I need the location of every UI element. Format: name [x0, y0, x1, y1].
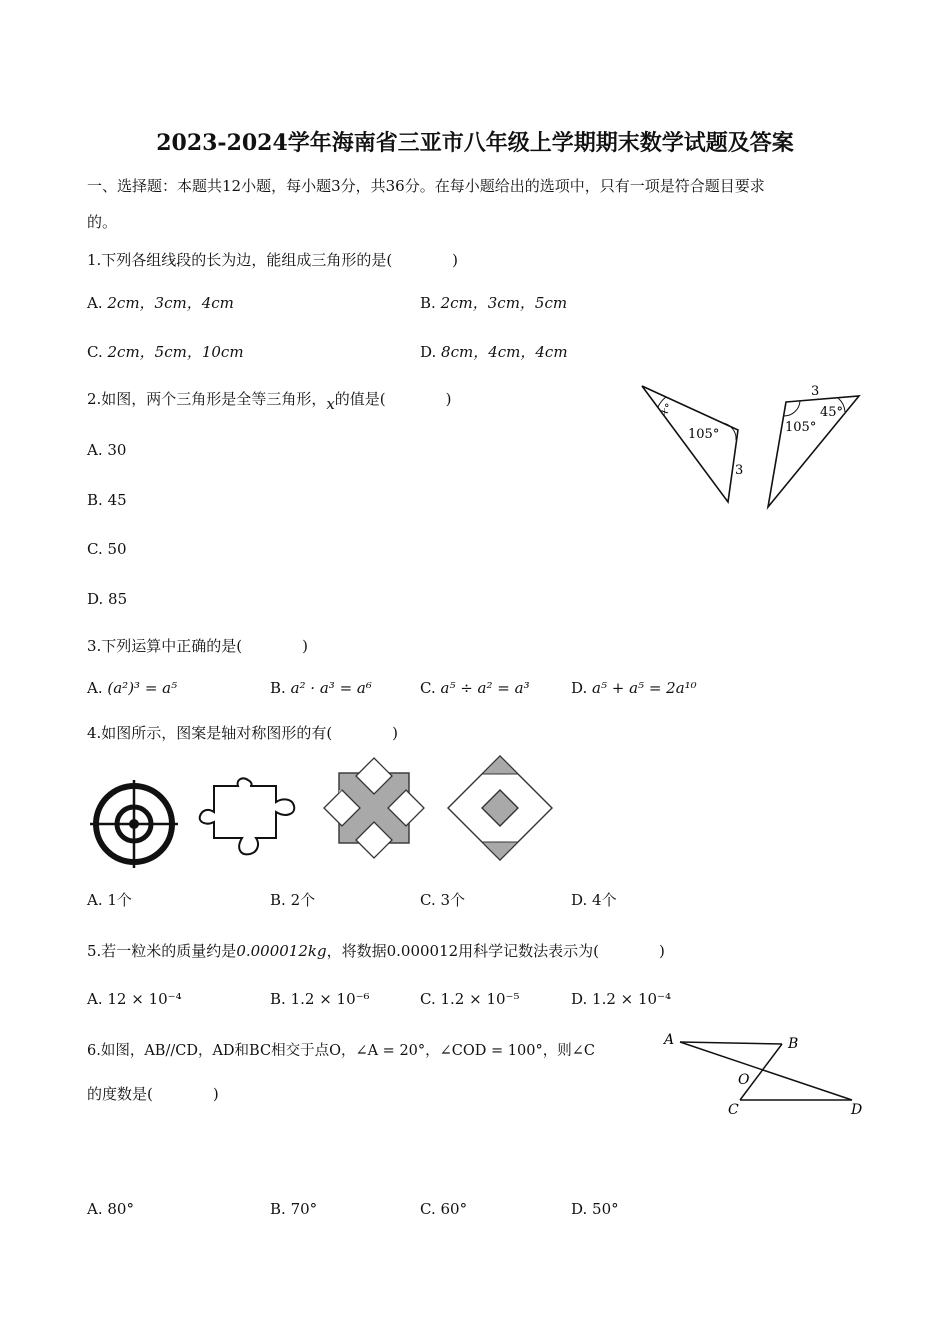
q4-option-b[interactable]: [270, 889, 315, 910]
option-text: 2cm，3cm，4cm: [107, 294, 234, 312]
point-o-label: O: [738, 1072, 750, 1088]
q2-option-c[interactable]: [87, 540, 127, 558]
q3-stem: 3.下列运算中正确的是( ): [87, 637, 309, 655]
triangle-right: [768, 384, 859, 507]
option-text: 1.2 × 10⁻⁵: [440, 990, 520, 1008]
option-letter: C.: [87, 540, 103, 558]
option-letter: A.: [87, 679, 103, 697]
q4-square-pattern: [322, 756, 426, 860]
option-text: 30: [107, 441, 127, 459]
option-letter: D.: [420, 343, 437, 361]
option-text: 60°: [440, 1200, 468, 1218]
option-text: 8cm，4cm，4cm: [441, 343, 568, 361]
q3-option-a[interactable]: [87, 679, 177, 697]
option-text: 12 × 10⁻⁴: [107, 990, 182, 1008]
triangle-left: [642, 386, 743, 502]
q3-option-c[interactable]: [420, 679, 530, 697]
q1-option-a[interactable]: [87, 292, 234, 313]
q1-option-c[interactable]: [87, 341, 244, 362]
q6-option-b[interactable]: [270, 1200, 317, 1218]
q5-option-d[interactable]: [571, 990, 671, 1008]
q4-stem: 4.如图所示，图案是轴对称图形的有( ): [87, 724, 399, 742]
option-text: 70°: [290, 1200, 318, 1218]
q6-option-c[interactable]: [420, 1200, 467, 1218]
q2-option-b[interactable]: [87, 491, 127, 509]
t2-angle-label: 105°: [785, 420, 817, 435]
q5-stem-pre: 5.若一粒米的质量约是: [87, 942, 237, 960]
option-letter: C.: [420, 891, 436, 909]
q5-option-b[interactable]: [270, 990, 370, 1008]
q4-diamond-pattern: [446, 754, 554, 862]
q6-option-d[interactable]: [571, 1200, 619, 1218]
option-letter: D.: [571, 891, 588, 909]
option-text: 50°: [592, 1200, 619, 1218]
q4-target-pattern: [88, 778, 180, 870]
option-text: a⁵ + a⁵ = 2a¹⁰: [592, 679, 697, 697]
option-text: 50: [107, 540, 127, 558]
option-text: 85: [108, 590, 128, 608]
q5-stem-mid: ，将数据: [326, 942, 387, 960]
option-text: 2个: [290, 891, 316, 909]
option-letter: C.: [87, 343, 103, 361]
q2-stem-post: 的值是( ): [334, 390, 452, 408]
option-text: 4个: [592, 891, 617, 909]
q6-stem-line2: 的度数是( ): [87, 1085, 219, 1103]
q2-option-d[interactable]: [87, 590, 127, 608]
q2-stem-pre: 2.如图，两个三角形是全等三角形，: [87, 390, 327, 408]
option-text: 2cm，3cm，5cm: [440, 294, 568, 312]
section-header-line1: 一、选择题：本题共12小题，每小题3分，共36分。在每小题给出的选项中，只有一项是符合题目要求: [87, 177, 765, 195]
q6-parallel-lines-figure: [658, 1030, 873, 1122]
page-title: 2023-2024学年海南省三亚市八年级上学期期末数学试题及答案: [156, 130, 794, 156]
q5-stem-value: 0.000012kg: [236, 942, 327, 960]
option-letter: C.: [420, 990, 436, 1008]
t2-side-label: 3: [811, 384, 820, 399]
option-letter: D.: [571, 990, 588, 1008]
q4-option-a[interactable]: [87, 889, 132, 910]
option-text: (a²)³ = a⁵: [107, 679, 178, 697]
option-letter: B.: [270, 679, 286, 697]
option-letter: B.: [270, 1200, 286, 1218]
option-text: 45: [107, 491, 127, 509]
option-letter: B.: [270, 891, 286, 909]
option-text: 1个: [107, 891, 132, 909]
q1-stem: 1.下列各组线段的长为边，能组成三角形的是( ): [87, 251, 459, 269]
q5-stem-value2: 0.000012: [386, 942, 459, 960]
q2-stem-var: x: [326, 395, 335, 413]
option-text: 2cm，5cm，10cm: [107, 343, 244, 361]
point-b-label: B: [788, 1036, 799, 1052]
q4-option-d[interactable]: [571, 889, 617, 910]
q1-option-b[interactable]: [420, 292, 567, 313]
option-letter: C.: [420, 1200, 436, 1218]
option-text: 80°: [107, 1200, 134, 1218]
q3-option-b[interactable]: [270, 679, 372, 697]
t1-angle-label: 105°: [688, 427, 720, 442]
q5-stem: [87, 940, 665, 961]
q5-stem-post: 用科学记数法表示为( ): [458, 942, 665, 960]
point-d-label: D: [851, 1102, 863, 1118]
t1-side-label: 3: [735, 463, 744, 478]
q4-option-c[interactable]: [420, 889, 465, 910]
option-letter: A.: [87, 294, 103, 312]
section-header-line2: 的。: [87, 213, 118, 231]
option-letter: A.: [87, 441, 103, 459]
q2-triangles-figure: [630, 378, 870, 518]
q5-option-c[interactable]: [420, 990, 519, 1008]
q5-option-a[interactable]: [87, 990, 182, 1008]
point-a-label: A: [664, 1032, 675, 1048]
option-text: 1.2 × 10⁻⁴: [592, 990, 672, 1008]
option-text: a² · a³ = a⁶: [290, 679, 372, 697]
option-text: 3个: [440, 891, 466, 909]
option-text: 1.2 × 10⁻⁶: [290, 990, 370, 1008]
option-letter: D.: [571, 1200, 588, 1218]
option-letter: C.: [420, 679, 436, 697]
option-letter: A.: [87, 891, 103, 909]
q2-stem: [87, 388, 452, 413]
option-letter: D.: [87, 590, 104, 608]
point-c-label: C: [728, 1102, 739, 1118]
t1-angle-x-label: x°: [657, 400, 675, 419]
option-letter: B.: [87, 491, 103, 509]
q1-option-d[interactable]: [420, 341, 568, 362]
option-letter: A.: [87, 1200, 103, 1218]
option-letter: A.: [87, 990, 103, 1008]
option-letter: B.: [270, 990, 286, 1008]
q4-puzzle-pattern: [196, 778, 302, 860]
q6-stem-line1: 6.如图，AB//CD，AD和BC相交于点O，∠A = 20°，∠COD = 100°，则∠C: [87, 1043, 595, 1059]
q3-option-d[interactable]: [571, 679, 697, 697]
q6-option-a[interactable]: [87, 1200, 134, 1218]
option-text: a⁵ ÷ a² = a³: [440, 679, 530, 697]
option-letter: D.: [571, 679, 588, 697]
t2-angle2-label: 45°: [820, 405, 844, 420]
option-letter: B.: [420, 294, 436, 312]
q2-option-a[interactable]: [87, 441, 126, 459]
